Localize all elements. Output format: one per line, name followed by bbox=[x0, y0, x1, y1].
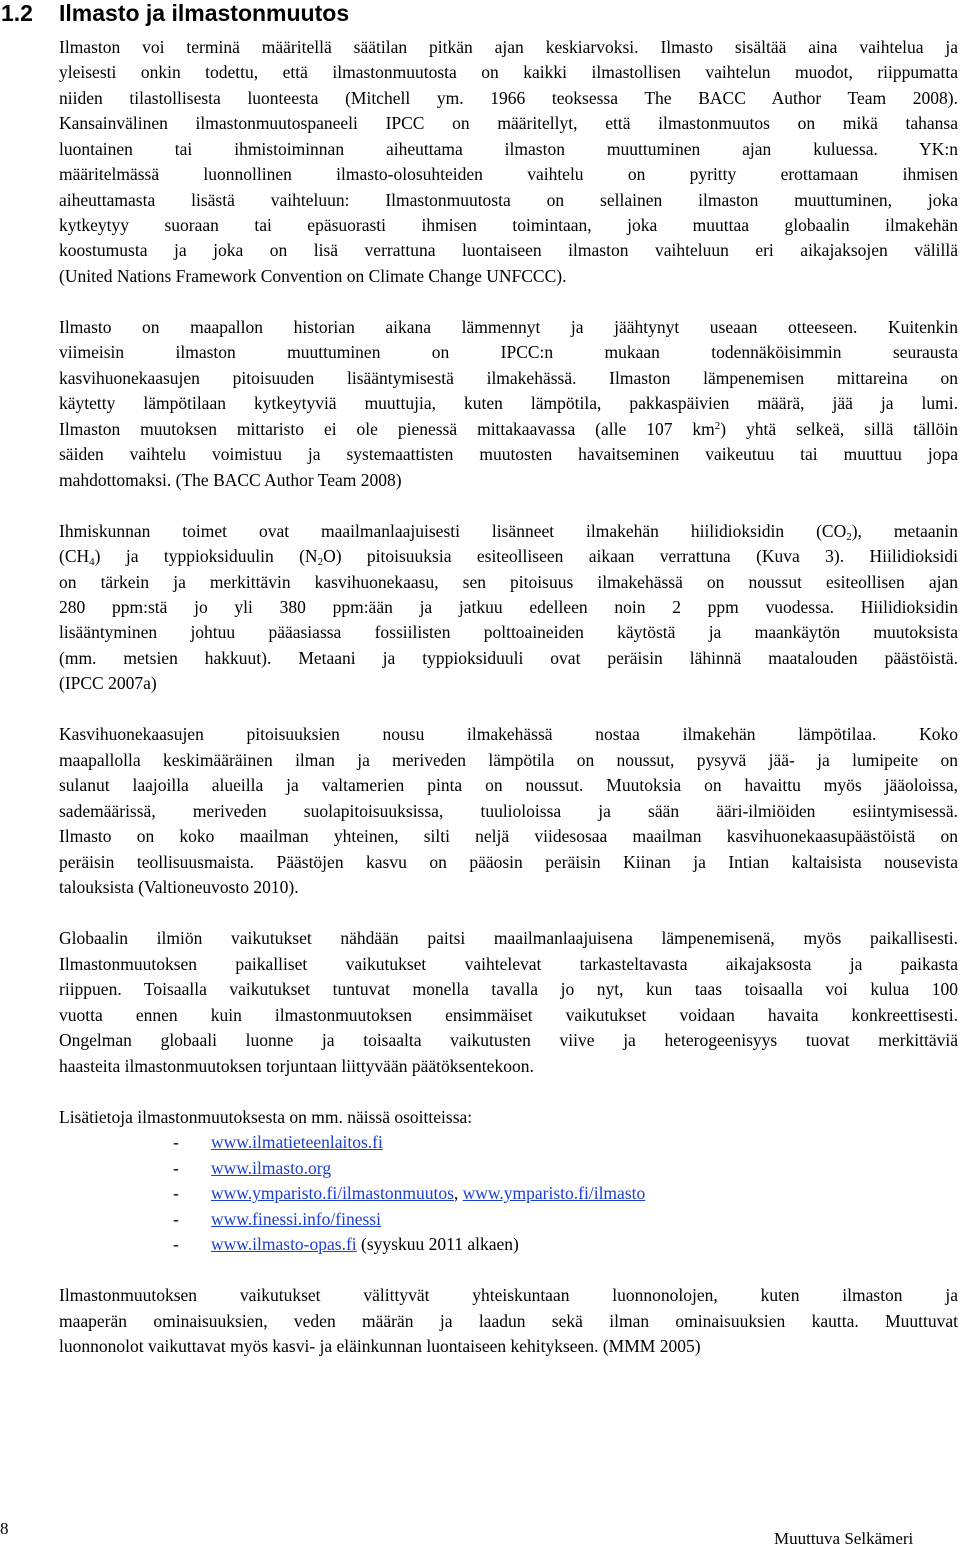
dash: - bbox=[173, 1183, 179, 1203]
paragraph-4-line: Kasvihuonekaasujen pitoisuuksien nousu ilmakehässä nostaa ilmakehän lämpötilaa. Koko bbox=[59, 724, 958, 744]
paragraph-1-line: (United Nations Framework Convention on Climate Change UNFCCC). bbox=[59, 266, 567, 286]
paragraph-1-line: niiden tilastollisesta luonteesta (Mitchell ym. 1966 teoksessa The BACC Author Team 2008). bbox=[59, 88, 958, 108]
publication-name: Muuttuva Selkämeri bbox=[774, 1529, 914, 1548]
link-list-item bbox=[173, 1232, 519, 1258]
paragraph-1-line: Kansainvälinen ilmastonmuutospaneeli IPCC on määritellyt, että ilmastonmuutos on mikä tahansa bbox=[59, 113, 958, 133]
paragraph-1-line: kytkeytyy suoraan tai epäsuorasti ihmisen toimintaan, joka muuttaa globaalin ilmakehän bbox=[59, 215, 958, 235]
text-run: (CH bbox=[59, 546, 90, 566]
link-list-item bbox=[173, 1130, 383, 1156]
paragraph-6-line: maaperän ominaisuuksien, veden määrän ja laadun sekä ilman ominaisuuksien kautta. Muuttuvat bbox=[59, 1311, 958, 1331]
paragraph-3-line bbox=[59, 544, 958, 570]
paragraph-4-line: Ilmasto on koko maailman yhteinen, silti neljä viidesosaa maailman kasvihuonekaasupäästöistä on bbox=[59, 826, 958, 846]
dash: - bbox=[173, 1209, 179, 1229]
text-run: ) yhtä selkeä, sillä tällöin bbox=[720, 419, 958, 439]
paragraph-2-line: käytetty lämpötilaan kytkeytyviä muuttujia, kuten lämpötila, pakkaspäivien määrä, jää ja lumi. bbox=[59, 393, 958, 413]
section-heading bbox=[1, 0, 349, 26]
paragraph-5-line: Globaalin ilmiön vaikutukset nähdään paitsi maailmanlaajuisena lämpenemisenä, myös paikallisesti. bbox=[59, 928, 958, 948]
paragraph-4-line: sulanut laajoilla alueilla ja valtamerien pinta on noussut. Muutoksia on havaittu myös jääoloissa, bbox=[59, 775, 958, 795]
text-run: O) pitoisuuksia esiteolliseen aikaan verrattuna (Kuva 3). Hiilidioksidi bbox=[323, 546, 958, 566]
paragraph-1-line: koostumusta ja joka on lisä verrattuna luontaiseen ilmaston vaihteluun eri aikajaksojen välillä bbox=[59, 240, 958, 260]
subscript: 2 bbox=[317, 556, 324, 568]
paragraph-2-line: viimeisin ilmaston muuttuminen on IPCC:n mukaan todennäköisimmin seurausta bbox=[59, 342, 958, 362]
superscript: 2 bbox=[714, 420, 721, 432]
subscript: 2 bbox=[846, 531, 852, 543]
paragraph-3-line: 280 ppm:stä jo yli 380 ppm:ään ja jatkuu edelleen noin 2 ppm vuodessa. Hiilidioksidin bbox=[59, 597, 958, 617]
link-list-item bbox=[173, 1156, 332, 1182]
dash: - bbox=[173, 1234, 179, 1254]
paragraph-1-line: luontainen tai ihmistoiminnan aiheuttama ilmaston muuttuminen ajan kuluessa. YK:n bbox=[59, 139, 958, 159]
paragraph-4-line: peräisin teollisuusmaista. Päästöjen kasvu on pääosin peräisin Kiinan ja Intian kaltaisista nousevista bbox=[59, 852, 958, 872]
paragraph-3-line bbox=[59, 519, 958, 545]
paragraph-3-line: (mm. metsien hakkuut). Metaani ja typpioksiduuli ovat peräisin lähinnä maatalouden päästöistä. bbox=[59, 648, 958, 668]
paragraph-5-line: Ongelman globaali luonne ja toisaalta vaikutusten viive ja heterogeenisyys tuovat merkittäviä bbox=[59, 1030, 958, 1050]
paragraph-1-line: määritelmässä luonnollinen ilmasto-olosuhteiden vaihtelu on pyritty erottamaan ihmisen bbox=[59, 164, 958, 184]
paragraph-3-line: (IPCC 2007a) bbox=[59, 673, 157, 693]
text-run: ), metaanin bbox=[851, 521, 958, 541]
paragraph-5-line: haasteita ilmastonmuutoksen torjuntaan liittyvään päätöksentekoon. bbox=[59, 1056, 534, 1076]
link-list-item bbox=[173, 1207, 381, 1233]
paragraph-2-line: Ilmasto on maapallon historian aikana lämmennyt ja jäähtynyt useaan otteeseen. Kuitenkin bbox=[59, 317, 958, 337]
link-ilmatieteenlaitos[interactable]: www.ilmatieteenlaitos.fi bbox=[211, 1132, 383, 1152]
link-ilmasto-org[interactable]: www.ilmasto.org bbox=[211, 1158, 332, 1178]
link-ymparisto-ilmastonmuutos[interactable]: www.ymparisto.fi/ilmastonmuutos bbox=[211, 1183, 454, 1203]
link-finessi[interactable]: www.finessi.info/finessi bbox=[211, 1209, 381, 1229]
paragraph-1-line: aiheuttamasta lisästä vaihteluun: Ilmastonmuutosta on sellainen ilmaston muuttuminen, joka bbox=[59, 190, 958, 210]
text-run: Ilmaston muutoksen mittaristo ei ole pienessä mittakaavassa (alle 107 km bbox=[59, 419, 715, 439]
paragraph-1-line: yleisesti onkin todettu, että ilmastonmuutosta on kaikki ilmastollisen vaihtelun muodot, riippumatta bbox=[59, 62, 958, 82]
paragraph-3-line: lisääntyminen johtuu pääasiassa fossiilisten polttoaineiden käytöstä ja maankäytön muutoksista bbox=[59, 622, 958, 642]
text-run: ) ja typpioksiduulin (N bbox=[94, 546, 318, 566]
text-run: Ihmiskunnan toimet ovat maailmanlaajuisesti lisänneet ilmakehän hiilidioksidin (CO bbox=[59, 521, 847, 541]
link-note: (syyskuu 2011 alkaen) bbox=[356, 1234, 519, 1254]
dash: - bbox=[173, 1158, 179, 1178]
paragraph-5-line: riippuen. Toisaalla vaikutukset tuntuvat monella tavalla jo nyt, kun taas toisaalla voi kulua 100 bbox=[59, 979, 958, 999]
links-intro: Lisätietoja ilmastonmuutoksesta on mm. näissä osoitteissa: bbox=[59, 1107, 473, 1127]
paragraph-5-line: Ilmastonmuutoksen paikalliset vaikutukset vaihtelevat tarkasteltavasta aikajaksosta ja paikasta bbox=[59, 954, 958, 974]
paragraph-4-line: maapallolla keskimääräinen ilman ja meriveden lämpötila on noussut, pysyvä jää- ja lumipeite on bbox=[59, 750, 958, 770]
paragraph-4-line: talouksista (Valtioneuvosto 2010). bbox=[59, 877, 299, 897]
link-ilmasto-opas[interactable]: www.ilmasto-opas.fi bbox=[211, 1234, 357, 1254]
paragraph-3-line: on tärkein ja merkittävin kasvihuonekaasu, sen pitoisuus ilmakehässä on noussut esiteollisen ajan bbox=[59, 572, 958, 592]
dash: - bbox=[173, 1132, 179, 1152]
paragraph-1-line: Ilmaston voi terminä määritellä säätilan pitkän ajan keskiarvoksi. Ilmasto sisältää aina vaihtelua ja bbox=[59, 37, 958, 57]
link-ymparisto-ilmasto[interactable]: www.ymparisto.fi/ilmasto bbox=[462, 1183, 646, 1203]
separator: , bbox=[453, 1183, 463, 1203]
paragraph-2-line: kasvihuonekaasujen pitoisuuden lisääntymisestä ilmakehässä. Ilmaston lämpenemisen mittareina on bbox=[59, 368, 958, 388]
paragraph-6-line: luonnonolot vaikuttavat myös kasvi- ja eläinkunnan luontaiseen kehitykseen. (MMM 2005) bbox=[59, 1336, 701, 1356]
page-number: 8 bbox=[0, 1519, 9, 1538]
paragraph-5-line: vuotta ennen kuin ilmastonmuutoksen ensimmäiset vaikutukset voidaan havaita konkreettisesti. bbox=[59, 1005, 958, 1025]
section-number: 1.2 bbox=[1, 0, 33, 26]
paragraph-4-line: sademäärissä, meriveden suolapitoisuuksissa, tuulioloissa ja sään ääri-ilmiöiden esiintymisessä. bbox=[59, 801, 958, 821]
section-title: Ilmasto ja ilmastonmuutos bbox=[59, 0, 350, 26]
paragraph-2-line: mahdottomaksi. (The BACC Author Team 2008) bbox=[59, 470, 402, 490]
paragraph-2-line: säiden vaihtelu voimistuu ja systemaattisten muutosten havaitseminen vaikeutuu tai muuttuu jopa bbox=[59, 444, 958, 464]
subscript: 4 bbox=[89, 556, 95, 568]
link-list-item bbox=[173, 1181, 646, 1207]
paragraph-6-line: Ilmastonmuutoksen vaikutukset välittyvät yhteiskuntaan luonnonolojen, kuten ilmaston ja bbox=[59, 1285, 958, 1305]
paragraph-2-line bbox=[59, 417, 958, 443]
